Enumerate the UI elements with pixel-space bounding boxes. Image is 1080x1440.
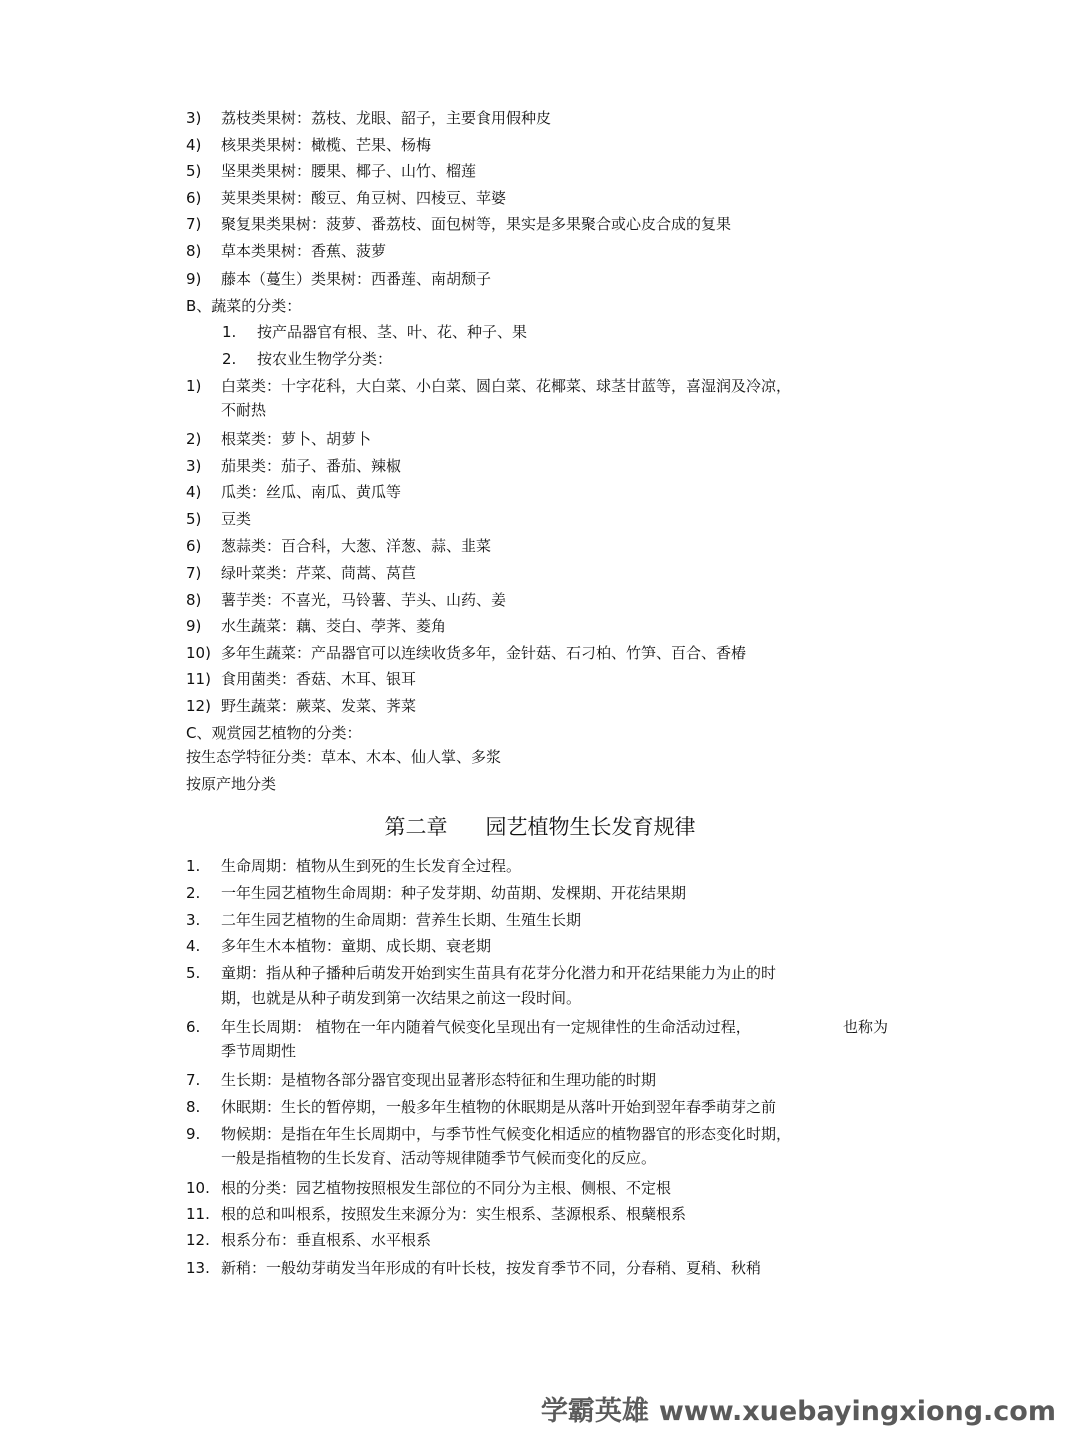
item-continuation: 期，也就是从种子萌发到第一次结果之前这一段时间。 bbox=[221, 989, 582, 1007]
item-text: 水生蔬菜：藕、茭白、荸荠、菱角 bbox=[221, 617, 447, 635]
section-c-title: C、观赏园艺植物的分类： bbox=[186, 724, 362, 742]
item-number: 9) bbox=[186, 617, 202, 635]
item-text: 瓜类：丝瓜、南瓜、黄瓜等 bbox=[221, 483, 402, 501]
item-text: 按产品器官有根、茎、叶、花、种子、果 bbox=[257, 323, 528, 341]
item-number: 12) bbox=[186, 697, 211, 715]
item-number: 6) bbox=[186, 189, 202, 207]
item-number: 5) bbox=[186, 162, 202, 180]
item-number: 3) bbox=[186, 457, 202, 475]
item-text: 年生长周期： 植物在一年内随着气候变化呈现出有一定规律性的生命活动过程， bbox=[221, 1018, 751, 1036]
item-number: 8. bbox=[186, 1098, 201, 1116]
section-c-line: 按原产地分类 bbox=[186, 775, 277, 793]
item-number: 7. bbox=[186, 1071, 201, 1089]
item-number: 1) bbox=[186, 377, 202, 395]
item-text: 根的总和叫根系，按照发生来源分为：实生根系、茎源根系、根蘖根系 bbox=[221, 1205, 687, 1223]
item-number: 9) bbox=[186, 270, 202, 288]
chapter-heading bbox=[0, 812, 1080, 842]
item-continuation: 季节周期性 bbox=[221, 1042, 297, 1060]
item-number: 5) bbox=[186, 510, 202, 528]
item-continuation: 一般是指植物的生长发育、活动等规律随季节气候而变化的反应。 bbox=[221, 1149, 657, 1167]
item-number: 4. bbox=[186, 937, 201, 955]
watermark-brand: 学霸英雄 bbox=[540, 1396, 649, 1427]
item-number: 13. bbox=[186, 1259, 210, 1277]
item-text: 荚果类果树：酸豆、角豆树、四棱豆、苹婆 bbox=[221, 189, 507, 207]
item-text: 薯芋类：不喜光，马铃薯、芋头、山药、姜 bbox=[221, 591, 507, 609]
item-number: 2) bbox=[186, 430, 202, 448]
item-text: 根的分类：园艺植物按照根发生部位的不同分为主根、侧根、不定根 bbox=[221, 1179, 672, 1197]
item-number: 6. bbox=[186, 1018, 201, 1036]
item-number: 3) bbox=[186, 109, 202, 127]
item-text: 食用菌类：香菇、木耳、银耳 bbox=[221, 670, 417, 688]
item-text: 童期：指从种子播种后萌发开始到实生苗具有花芽分化潜力和开花结果能力为止的时 bbox=[221, 964, 777, 982]
item-continuation: 不耐热 bbox=[221, 401, 267, 419]
item-number: 5. bbox=[186, 964, 201, 982]
item-text: 核果类果树：橄榄、芒果、杨梅 bbox=[221, 136, 432, 154]
section-b-title: B、蔬菜的分类： bbox=[186, 297, 302, 315]
item-text: 野生蔬菜：蕨菜、发菜、荠菜 bbox=[221, 697, 417, 715]
item-number: 2. bbox=[222, 350, 237, 368]
item-number: 11. bbox=[186, 1205, 210, 1223]
item-number: 2. bbox=[186, 884, 201, 902]
item-text: 聚复果类果树：菠萝、番荔枝、面包树等，果实是多果聚合或心皮合成的复果 bbox=[221, 215, 732, 233]
item-text: 按农业生物学分类： bbox=[257, 350, 393, 368]
item-number: 6) bbox=[186, 537, 202, 555]
item-number: 8) bbox=[186, 591, 202, 609]
item-text: 生命周期：植物从生到死的生长发育全过程。 bbox=[221, 857, 522, 875]
item-number: 9. bbox=[186, 1125, 201, 1143]
item-number: 10) bbox=[186, 644, 211, 662]
item-text: 新稍：一般幼芽萌发当年形成的有叶长枝，按发育季节不同，分春稍、夏稍、秋稍 bbox=[221, 1259, 762, 1277]
item-number: 10. bbox=[186, 1179, 210, 1197]
item-number: 7) bbox=[186, 215, 202, 233]
section-c-line: 按生态学特征分类：草本、木本、仙人掌、多浆 bbox=[186, 748, 502, 766]
item-number: 8) bbox=[186, 242, 202, 260]
item-text: 绿叶菜类：芹菜、茼蒿、莴苣 bbox=[221, 564, 417, 582]
item-text: 豆类 bbox=[221, 510, 252, 528]
chapter-title: 园艺植物生长发育规律 bbox=[485, 815, 696, 839]
item-text: 坚果类果树：腰果、椰子、山竹、榴莲 bbox=[221, 162, 477, 180]
item-text: 一年生园艺植物生命周期：种子发芽期、幼苗期、发棵期、开花结果期 bbox=[221, 884, 687, 902]
item-text: 葱蒜类：百合科，大葱、洋葱、蒜、韭菜 bbox=[221, 537, 492, 555]
item-number: 11) bbox=[186, 670, 211, 688]
chapter-number: 第二章 bbox=[384, 815, 448, 839]
watermark-url: www.xuebayingxiong.com bbox=[658, 1396, 1056, 1427]
item-number: 12. bbox=[186, 1231, 210, 1249]
item-number: 1. bbox=[186, 857, 201, 875]
item-text: 根系分布：垂直根系、水平根系 bbox=[221, 1231, 432, 1249]
item-text: 物候期：是指在年生长周期中，与季节性气候变化相适应的植物器官的形态变化时期， bbox=[221, 1125, 792, 1143]
item-text: 白菜类：十字花科，大白菜、小白菜、圆白菜、花椰菜、球茎甘蓝等，喜湿润及冷凉， bbox=[221, 377, 792, 395]
item-number: 1. bbox=[222, 323, 237, 341]
item-text: 草本类果树：香蕉、菠萝 bbox=[221, 242, 387, 260]
item-text: 根菜类：萝卜、胡萝卜 bbox=[221, 430, 372, 448]
item-number: 4) bbox=[186, 483, 202, 501]
item-text: 藤本（蔓生）类果树：西番莲、南胡颓子 bbox=[221, 270, 492, 288]
item-text: 休眠期：生长的暂停期，一般多年生植物的休眠期是从落叶开始到翌年春季萌芽之前 bbox=[221, 1098, 777, 1116]
item-text: 茄果类：茄子、番茄、辣椒 bbox=[221, 457, 402, 475]
watermark bbox=[541, 1394, 1056, 1430]
item-tail: 也称为 bbox=[843, 1018, 889, 1036]
item-number: 3. bbox=[186, 911, 201, 929]
item-text: 二年生园艺植物的生命周期：营养生长期、生殖生长期 bbox=[221, 911, 582, 929]
item-number: 7) bbox=[186, 564, 202, 582]
item-text: 生长期：是植物各部分器官变现出显著形态特征和生理功能的时期 bbox=[221, 1071, 657, 1089]
item-number: 4) bbox=[186, 136, 202, 154]
item-text: 多年生木本植物：童期、成长期、衰老期 bbox=[221, 937, 492, 955]
item-text: 荔枝类果树：荔枝、龙眼、韶子，主要食用假种皮 bbox=[221, 109, 552, 127]
item-text: 多年生蔬菜：产品器官可以连续收货多年，金针菇、石刁柏、竹笋、百合、香椿 bbox=[221, 644, 747, 662]
